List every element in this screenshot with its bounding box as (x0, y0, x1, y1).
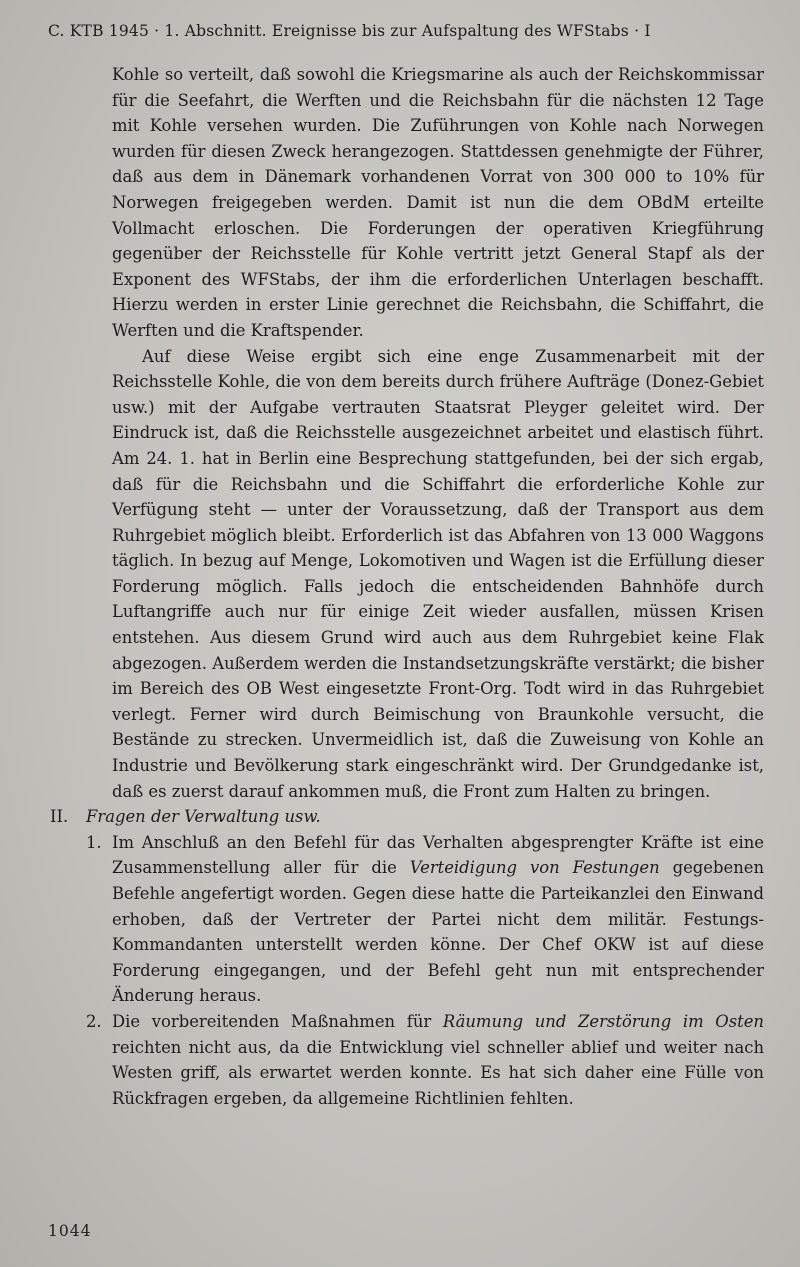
item-text: Die vorbereitenden Maßnahmen für (112, 1011, 443, 1031)
item-emphasis: Räumung und Zerstörung im Osten (442, 1011, 764, 1031)
list-item-raeumung (50, 1009, 764, 1111)
section-heading (50, 804, 764, 830)
item-text: gegebenen Befehle angefertigt worden. Gegen diese hatte die Parteikanzlei den Einwand erhoben, daß der Vertreter der Partei nicht dem militär. Festungs-Kommandanten unterstellt werden könne. Der Chef OKW ist auf diese Forderung eingegangen, und der Befehl geht nun mit entsprechender Änderung heraus. (112, 858, 765, 1006)
list-item-festungen (50, 830, 764, 1009)
item-emphasis: Verteidigung von Festungen (409, 858, 660, 878)
page-number: 1044 (48, 1222, 92, 1240)
paragraph-continuation: Kohle so verteilt, daß sowohl die Kriegsmarine als auch der Reichskommissar für die Seefahrt, die Werften und die Reichsbahn für die nächsten 12 Tage mit Kohle versehen wurden. Die Zuführungen von Kohle nach Norwegen wurden für diesen Zweck herangezogen. Stattdessen genehmigte der Führer, daß aus dem in Dänemark vorhandenen Vorrat von 300 000 to 10% für Norwegen freigegeben werden. Damit ist nun die dem OBdM erteilte Vollmacht erloschen. Die Forderungen der operativen Kriegführung gegenüber der Reichsstelle für Kohle vertritt jetzt General Stapf als der Exponent des WFStabs, der ihm die erforderlichen Unterlagen beschafft. Hierzu werden in erster Linie gerechnet die Reichsbahn, die Schiffahrt, die Werften und die Kraftspender. (112, 65, 764, 340)
item-text: Im Anschluß an den Befehl für das Verhalten abgesprengter Kräfte ist eine Zusammenstellung aller für die (112, 832, 764, 878)
item-text: reichten nicht aus, da die Entwicklung viel schneller ablief und weiter nach Westen griff, als erwartet werden konnte. Es hat sich daher eine Fülle von Rückfragen ergeben, da allgemeine Richtlinien fehlten. (112, 1037, 764, 1108)
paragraph-reichsstelle-kohle: Auf diese Weise ergibt sich eine enge Zusammenarbeit mit der Reichsstelle Kohle, die von dem bereits durch frühere Aufträge (Donez-Gebiet usw.) mit der Aufgabe vertrauten Staatsrat Pleyger geleitet wird. Der Eindruck ist, daß die Reichsstelle ausgezeichnet arbeitet und elastisch führt. Am 24. 1. hat in Berlin eine Besprechung stattgefunden, bei der sich ergab, daß für die Reichsbahn und die Schiffahrt die erforderliche Kohle zur Verfügung steht — unter der Voraussetzung, daß der Transport aus dem Ruhrgebiet möglich bleibt. Erforderlich ist das Abfahren von 13 000 Waggons täglich. In bezug auf Menge, Lokomotiven und Wagen ist die Erfüllung dieser Forderung möglich. Falls jedoch die entscheidenden Bahnhöfe durch Luftangriffe auch nur für einige Zeit wieder ausfallen, müssen Krisen entstehen. Aus diesem Grund wird auch aus dem Ruhrgebiet keine Flak abgezogen. Außerdem werden die Instandsetzungskräfte verstärkt; die bisher im Bereich des OB West eingesetzte Front-Org. Todt wird in das Ruhrgebiet verlegt. Ferner wird durch Beimischung von Braunkohle versucht, die Bestände zu strecken. Unvermeidlich ist, daß die Zuweisung von Kohle an Industrie und Bevölkerung stark eingeschränkt wird. Der Grundgedanke ist, daß es zuerst darauf ankommen muß, die Front zum Halten zu bringen. (112, 346, 764, 801)
page-body (50, 62, 764, 1111)
running-head: C. KTB 1945 · 1. Abschnitt. Ereignisse bis zur Aufspaltung des WFStabs · I (48, 22, 651, 40)
section-title: Fragen der Verwaltung usw. (86, 807, 321, 827)
item-number: 2. (86, 1011, 102, 1031)
item-number: 1. (86, 832, 102, 852)
section-number: II. (50, 807, 69, 827)
